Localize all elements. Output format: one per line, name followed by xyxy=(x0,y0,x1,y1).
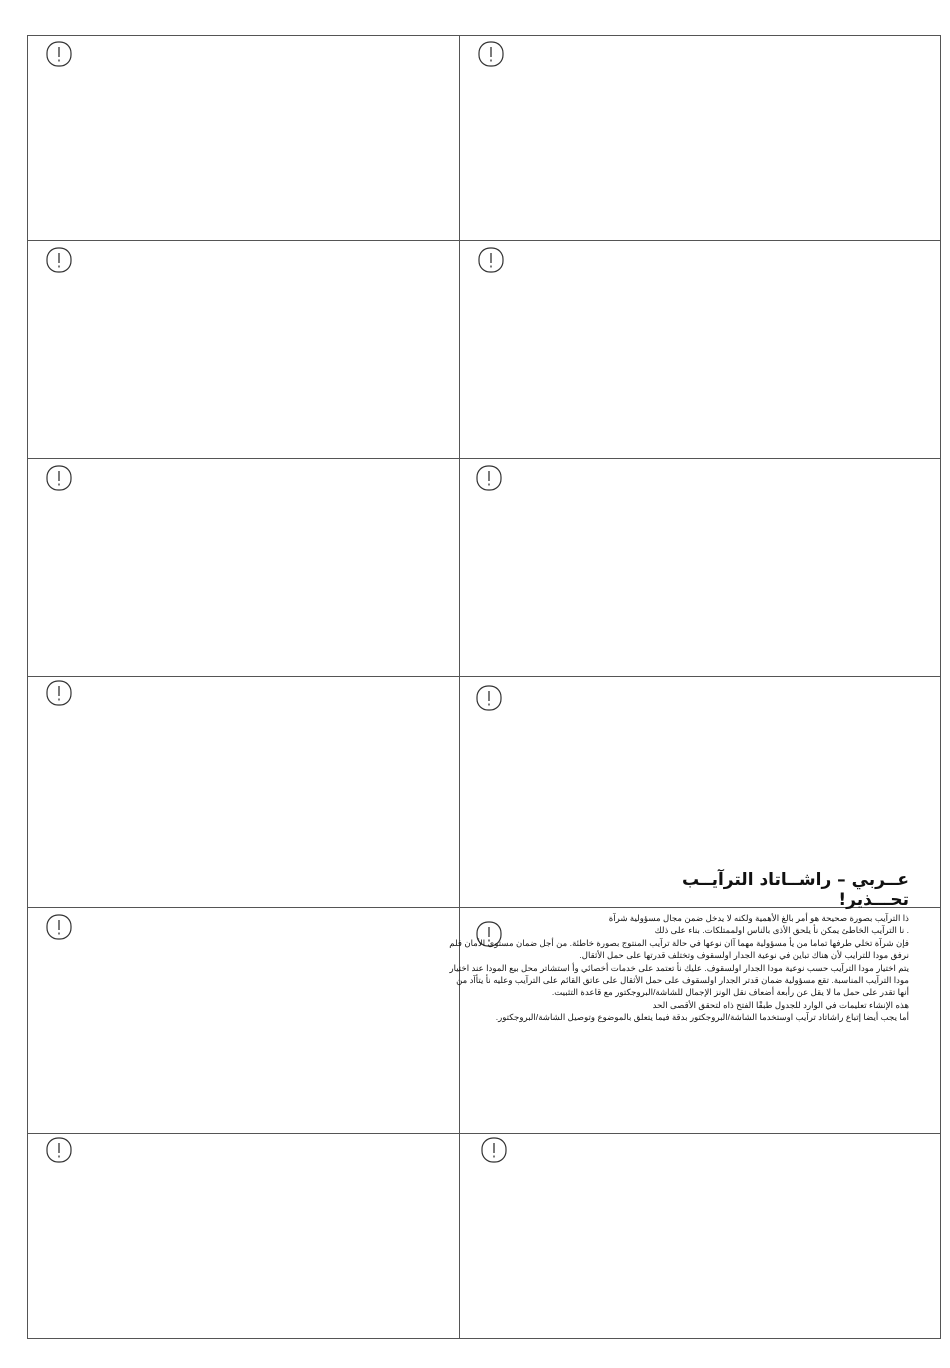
instructions-body xyxy=(445,912,909,1024)
warning-icon xyxy=(46,41,72,67)
body-paragraph: ذا الترآيب بصورة صحيحة هو أمر بالغ الأهمية ولكنه لا يدخل ضمن مجال مسؤولية شرآة xyxy=(608,913,909,923)
warning-icon xyxy=(476,465,502,491)
body-paragraph: فإن شرآة تخلي طرفها تماما من يأ مسؤولية مهما آان نوعها في حالة ترآيب المنتوج بصورة خاطئة. من أجل ضمان مستوى الأمان فلم نرفق مودا للترايب لأن هناك تباين في نوعية الجدار اولسقوف وتختلف قدرتها على حمل الأثقال. xyxy=(449,937,909,961)
warning-icon xyxy=(46,247,72,273)
row-divider xyxy=(28,240,940,241)
row-divider xyxy=(28,1133,940,1134)
row-divider xyxy=(28,676,940,677)
warning-heading: تحـــذير! xyxy=(838,890,909,910)
warning-icon xyxy=(478,41,504,67)
body-paragraph: . نا الترآيب الخاطئ يمكن نأ يلحق الأذى بالناس اولممتلكات. بناء على ذلك xyxy=(654,925,909,936)
body-paragraph: هذه الإنشاء تعليمات في الوارد للجدول طبقًا الفتح ذاه لتحقق الأقصى الحد xyxy=(652,999,909,1010)
warning-icon xyxy=(46,465,72,491)
section-title: عــربي – راشــاتاد الترآيــب xyxy=(681,870,909,890)
warning-icon xyxy=(476,685,502,711)
warning-icon xyxy=(46,680,72,706)
body-paragraph: أما يجب أيضا إتباع راشاتاد ترآيب اوستخدما الشاشة/البروجكتور بدقة فيما يتعلق بالموضوع وتوصيل الشاشة/البروجكتور. xyxy=(495,1012,909,1023)
column-divider xyxy=(459,36,460,1338)
warning-icon xyxy=(46,1137,72,1163)
arabic-instructions xyxy=(445,870,909,1024)
warning-icon xyxy=(46,914,72,940)
row-divider xyxy=(28,458,940,459)
warning-icon xyxy=(481,1137,507,1163)
body-paragraph: يتم اختيار مودا الترآيب حسب نوعية مودا الجدار اولسقوف. عليك نأ تعتمد على خدمات أخصائي وأ استشاتر محل بيع المودا عند اختيار مودا الترآيب المناسبة. تقع مسؤولية ضمان قدتر الجدار اولسقوف على حمل الأثقال على عاتق القائم على الترآيب وعليه نأ يتأآد من أنها تقدر على حمل ما لا يقل عن رأبعة أضعاف نقل الونز الإجمال للشاشة/البروجكتور مع قاعدة التثبيت. xyxy=(449,962,909,998)
warning-icon xyxy=(478,247,504,273)
